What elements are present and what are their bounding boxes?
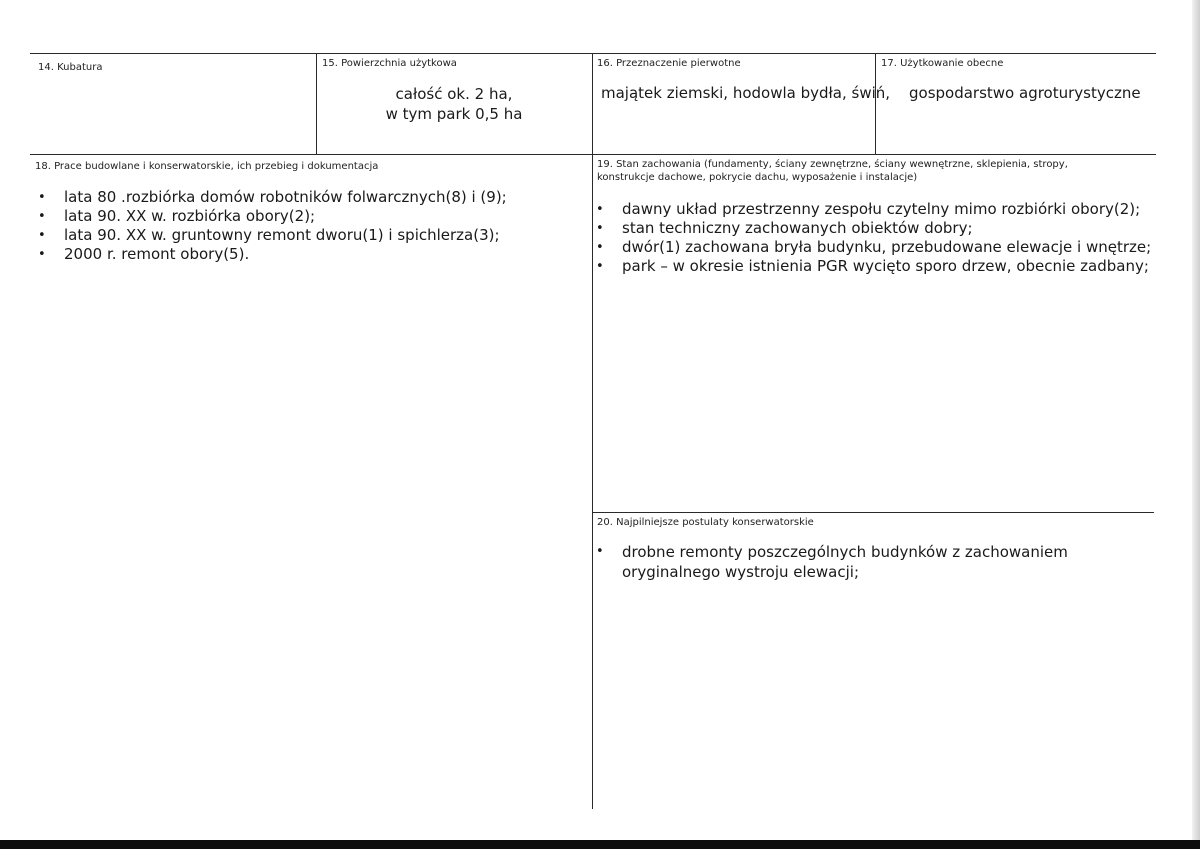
list-item: • lata 90. XX w. gruntowny remont dworu(1) i spichlerza(3);	[38, 226, 588, 245]
column-divider-15-16	[592, 53, 593, 809]
list-item: • stan techniczny zachowanych obiektów dobry;	[596, 219, 1152, 238]
scan-right-edge	[1192, 0, 1200, 849]
field-20-label: 20. Najpilniejsze postulaty konserwatorskie	[597, 517, 814, 528]
field-17-label: 17. Użytkowanie obecne	[881, 58, 1004, 69]
form-top-border	[30, 53, 1156, 54]
field-16-label: 16. Przeznaczenie pierwotne	[597, 58, 741, 69]
list-item: • dwór(1) zachowana bryła budynku, przebudowane elewacje i wnętrze;	[596, 238, 1152, 257]
section-20-divider	[592, 512, 1154, 513]
field-16-value: majątek ziemski, hodowla bydła, świń,	[601, 84, 891, 102]
row-divider	[30, 154, 1156, 155]
field-19-label-line1: 19. Stan zachowania (fundamenty, ściany zewnętrzne, ściany wewnętrzne, sklepienia, stropy,	[597, 159, 1068, 170]
field-19-label-line2: konstrukcje dachowe, pokrycie dachu, wyposażenie i instalacje)	[597, 172, 918, 183]
field-18-label: 18. Prace budowlane i konserwatorskie, ich przebieg i dokumentacja	[35, 161, 379, 172]
list-item: • drobne remonty poszczególnych budynków z zachowaniem oryginalnego wystroju elewacji;	[596, 542, 1136, 582]
list-item: • 2000 r. remont obory(5).	[38, 245, 588, 264]
list-item: • park – w okresie istnienia PGR wycięto sporo drzew, obecnie zadbany;	[596, 257, 1152, 276]
list-item: • dawny układ przestrzenny zespołu czytelny mimo rozbiórki obory(2);	[596, 200, 1152, 219]
field-17-value: gospodarstwo agroturystyczne	[909, 84, 1141, 102]
column-divider-14-15	[316, 53, 317, 155]
field-19-label	[597, 158, 1068, 184]
field-20-list	[596, 542, 1136, 582]
field-19-list	[596, 200, 1152, 276]
field-18-list	[38, 188, 588, 264]
column-divider-16-17	[875, 53, 876, 155]
list-item: • lata 90. XX w. rozbiórka obory(2);	[38, 207, 588, 226]
field-14-label: 14. Kubatura	[38, 62, 103, 73]
field-15-value-line2: w tym park 0,5 ha	[385, 105, 523, 123]
scan-bottom-edge	[0, 840, 1200, 849]
field-15-value-line1: całość ok. 2 ha,	[395, 85, 513, 103]
list-item: • lata 80 .rozbiórka domów robotników folwarcznych(8) i (9);	[38, 188, 588, 207]
field-15-label: 15. Powierzchnia użytkowa	[322, 58, 457, 69]
field-15-value	[318, 84, 590, 124]
